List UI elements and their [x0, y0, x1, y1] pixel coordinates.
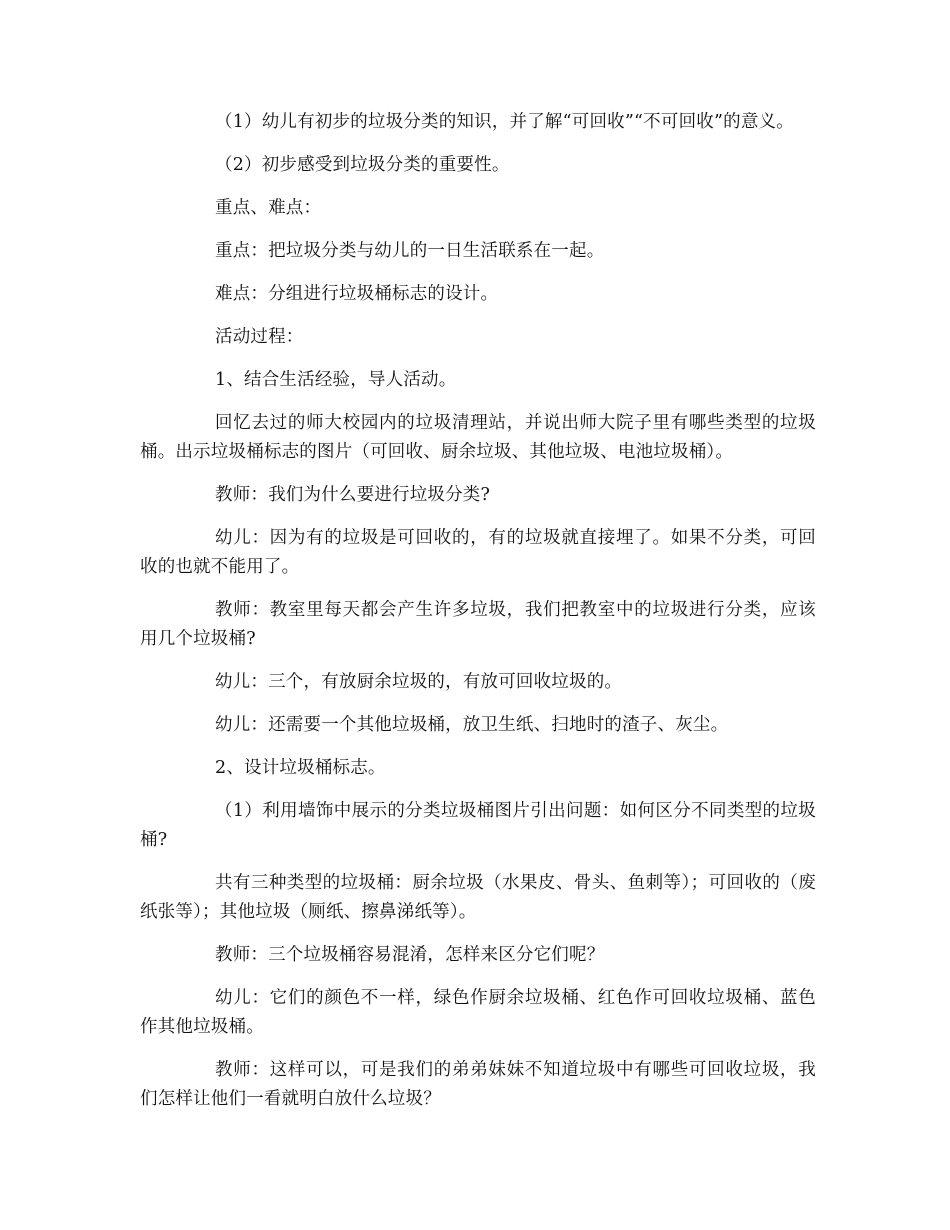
paragraph-step-2: 2、设计垃圾桶标志。	[215, 758, 386, 778]
document-body	[140, 108, 816, 1128]
paragraph-teacher-4: 教师：这样可以，可是我们的弟弟妹妹不知道垃圾中有哪些可回收垃圾，我们怎样让他们一看就明白放什么垃圾？	[140, 1060, 816, 1109]
paragraph-child-4: 幼儿：它们的颜色不一样，绿色作厨余垃圾桶、红色作可回收垃圾桶、蓝色作其他垃圾桶。	[140, 988, 816, 1037]
paragraph-key-point: 重点：把垃圾分类与幼儿的一日生活联系在一起。	[215, 241, 605, 261]
paragraph-teacher-2: 教师：教室里每天都会产生许多垃圾，我们把教室中的垃圾进行分类，应该用几个垃圾桶?	[140, 600, 816, 649]
paragraph-child-2: 幼儿：三个，有放厨余垃圾的，有放可回收垃圾的。	[215, 672, 623, 692]
paragraph-objective-2: （2）初步感受到垃圾分类的重要性。	[215, 155, 510, 175]
paragraph-step-1: 1、结合生活经验，导人活动。	[215, 370, 457, 390]
paragraph-teacher-3: 教师：三个垃圾桶容易混淆，怎样来区分它们呢？	[215, 945, 605, 965]
paragraph-step-2-question: （1）利用墙饰中展示的分类垃圾桶图片引出问题：如何区分不同类型的垃圾桶?	[140, 801, 816, 850]
paragraph-process-heading: 活动过程：	[215, 327, 304, 347]
paragraph-difficulty: 难点：分组进行垃圾桶标志的设计。	[215, 284, 499, 304]
paragraph-child-3: 幼儿：还需要一个其他垃圾桶，放卫生纸、扫地时的渣子、灰尘。	[215, 715, 729, 735]
paragraph-teacher-1: 教师：我们为什么要进行垃圾分类?	[215, 485, 491, 505]
paragraph-bin-types: 共有三种类型的垃圾桶：厨余垃圾（水果皮、骨头、鱼刺等）；可回收的（废纸张等）；其他垃圾（厕纸、擦鼻涕纸等）。	[140, 873, 816, 922]
paragraph-recall: 回忆去过的师大校园内的垃圾清理站，并说出师大院子里有哪些类型的垃圾桶。出示垃圾桶标志的图片（可回收、厨余垃圾、其他垃圾、电池垃圾桶）。	[140, 413, 816, 462]
paragraph-child-1: 幼儿：因为有的垃圾是可回收的，有的垃圾就直接埋了。如果不分类，可回收的也就不能用了。	[140, 528, 816, 577]
paragraph-objective-1: （1）幼儿有初步的垃圾分类的知识，并了解“可回收”“不可回收”的意义。	[215, 112, 794, 132]
paragraph-key-points-heading: 重点、难点：	[215, 198, 322, 218]
